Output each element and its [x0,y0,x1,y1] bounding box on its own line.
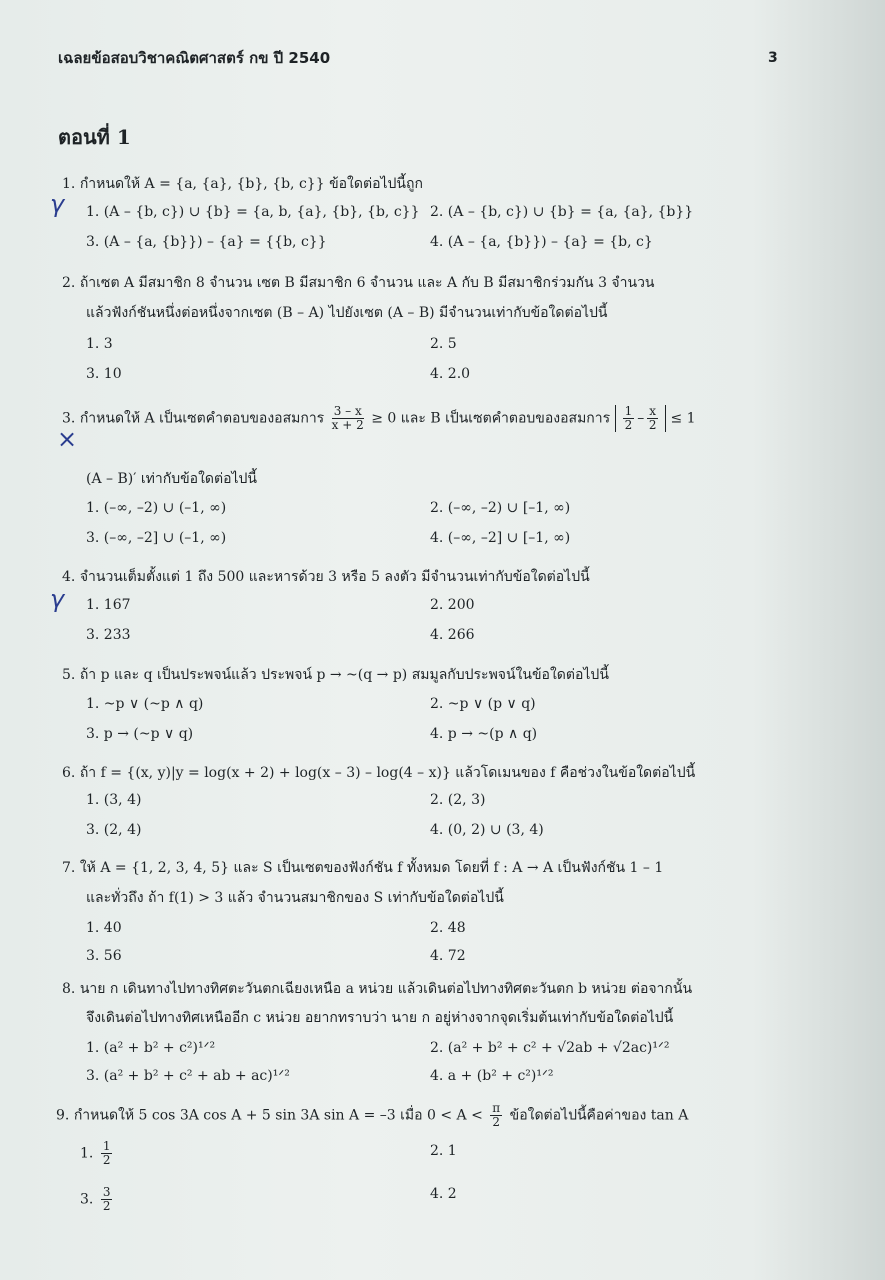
question-number: 7. [62,860,76,876]
q6-option-1: 1. (3, 4) [86,792,142,808]
question-8-cont: จึงเดินต่อไปทางทิศเหนืออีก c หน่วย อยากทราบว่า นาย ก อยู่ห่างจากจุดเริ่มต้นเท่ากับข้อใดต่อไปนี้ [86,1010,674,1026]
q5-option-3: 3. p → (~p ∨ q) [86,726,194,742]
question-1 [62,173,423,195]
q9-option-3: 3. $\frac{3}{2}$ [80,1185,111,1213]
q2-option-4: 4. 2.0 [430,366,471,382]
absolute-value: $\frac{1}{2}$ – $\frac{x}{2}$ [615,405,666,432]
question-number: 2. [62,275,76,291]
q7-option-3: 3. 56 [86,948,122,964]
q1-option-2: 2. (A – {b, c}) ∪ {b} = {a, {a}, {b}} [430,204,694,220]
question-text: ถ้าเซต A มีสมาชิก 8 จำนวน เซต B มีสมาชิก 6 จำนวน และ A กับ B มีสมาชิกร่วมกัน 3 จำนวน [79,275,655,291]
question-2 [62,272,655,294]
question-number: 6. [62,765,76,781]
question-text: กำหนดให้ 5 cos 3A cos A + 5 sin 3A sin A = –3 เมื่อ 0 < A < [73,1107,483,1124]
question-number: 9. [56,1107,70,1124]
question-9: 9. กำหนดให้ 5 cos 3A cos A + 5 sin 3A sin A = –3 เมื่อ 0 < A < $\frac{\pi}{2}$ ข้อใดต่อไปนี้คือค่าของ tan A [56,1101,689,1129]
question-text: กำหนดให้ A = {a, {a}, {b}, {b, c}} ข้อใดต่อไปนี้ถูก [79,176,423,192]
q3-option-3: 3. (–∞, –2] ∪ (–1, ∞) [86,530,227,546]
q3-option-1: 1. (–∞, –2) ∪ (–1, ∞) [86,500,227,516]
question-5 [62,664,609,686]
q6-option-2: 2. (2, 3) [430,792,486,808]
q5-option-2: 2. ~p ∨ (p ∨ q) [430,696,536,712]
q9-option-1: 1. $\frac{1}{2}$ [80,1139,111,1167]
question-text: ถ้า f = {(x, y)|y = log(x + 2) + log(x – 3) – log(4 – x)} แล้วโดเมนของ f คือช่วงในข้อใดต่อไปนี้ [79,765,696,781]
q2-option-1: 1. 3 [86,336,113,352]
fraction-pi-over-2: $\frac{\pi}{2}$ [492,1101,501,1129]
q6-option-3: 3. (2, 4) [86,822,142,838]
page-number: 3 [768,50,778,66]
q7-option-1: 1. 40 [86,920,122,936]
question-number: 1. [62,176,76,192]
question-3: 3. กำหนดให้ A เป็นเซตคำตอบของอสมการ $\frac{3 - x}{x + 2}$ ≥ 0 และ B เป็นเซตคำตอบของอสมการ $\frac{1}{2}$ – $\frac{x}{2}$ ≤ 1 [62,404,696,432]
fraction-3-minus-x: $\frac{3 - x}{x + 2}$ [331,404,364,432]
handwritten-mark-q3: × [57,425,78,453]
q2-option-2: 2. 5 [430,336,457,352]
q4-option-1: 1. 167 [86,597,131,613]
question-number: 5. [62,667,76,683]
handwritten-mark-q1: γ [50,190,65,218]
q7-option-4: 4. 72 [430,948,466,964]
question-7 [62,857,663,879]
q8-option-3: 3. (a² + b² + c² + ab + ac)¹ᐟ² [86,1068,290,1084]
q4-option-2: 2. 200 [430,597,475,613]
question-2-cont: แล้วฟังก์ชันหนึ่งต่อหนึ่งจากเซต (B – A) ไปยังเซต (A – B) มีจำนวนเท่ากับข้อใดต่อไปนี้ [86,305,608,321]
q1-option-3: 3. (A – {a, {b}}) – {a} = {{b, c}} [86,234,327,250]
question-text: กำหนดให้ A เป็นเซตคำตอบของอสมการ [79,410,325,427]
running-header: เฉลยข้อสอบวิชาคณิตศาสตร์ กข ปี 2540 [58,49,331,67]
q1-option-4: 4. (A – {a, {b}}) – {a} = {b, c} [430,234,653,250]
q7-option-2: 2. 48 [430,920,466,936]
q9-option-2: 2. 1 [430,1143,457,1159]
q8-option-4: 4. a + (b² + c²)¹ᐟ² [430,1068,554,1084]
question-number: 3. [62,410,76,427]
question-6 [62,762,695,784]
question-8 [62,978,692,1000]
q6-option-4: 4. (0, 2) ∪ (3, 4) [430,822,544,838]
q8-option-2: 2. (a² + b² + c² + √2ab + √2ac)¹ᐟ² [430,1040,670,1056]
q3-option-2: 2. (–∞, –2) ∪ [–1, ∞) [430,500,571,516]
handwritten-mark-q4: γ [50,585,65,613]
question-text: จำนวนเต็มตั้งแต่ 1 ถึง 500 และหารด้วย 3 หรือ 5 ลงตัว มีจำนวนเท่ากับข้อใดต่อไปนี้ [79,569,590,585]
q4-option-4: 4. 266 [430,627,475,643]
q3-option-4: 4. (–∞, –2] ∪ [–1, ∞) [430,530,571,546]
q4-option-3: 3. 233 [86,627,131,643]
question-3-cont: (A – B)′ เท่ากับข้อใดต่อไปนี้ [86,471,257,487]
question-number: 4. [62,569,76,585]
q1-option-1: 1. (A – {b, c}) ∪ {b} = {a, b, {a}, {b}, {b, c}} [86,204,420,220]
question-4 [62,566,590,588]
q8-option-1: 1. (a² + b² + c²)¹ᐟ² [86,1040,216,1056]
q5-option-4: 4. p → ~(p ∧ q) [430,726,538,742]
question-number: 8. [62,981,76,997]
q2-option-3: 3. 10 [86,366,122,382]
question-text: ให้ A = {1, 2, 3, 4, 5} และ S เป็นเซตของฟังก์ชัน f ทั้งหมด โดยที่ f : A → A เป็นฟังก์ชัน 1 – 1 [79,860,664,876]
q5-option-1: 1. ~p ∨ (~p ∧ q) [86,696,204,712]
question-text: นาย ก เดินทางไปทางทิศตะวันตกเฉียงเหนือ a หน่วย แล้วเดินต่อไปทางทิศตะวันตก b หน่วย ต่อจากนั้น [79,981,693,997]
q9-option-4: 4. 2 [430,1186,457,1202]
section-title: ตอนที่ 1 [58,125,131,149]
question-text: ถ้า p และ q เป็นประพจน์แล้ว ประพจน์ p → ~(q → p) สมมูลกับประพจน์ในข้อใดต่อไปนี้ [79,667,609,683]
question-7-cont: และทั่วถึง ถ้า f(1) > 3 แล้ว จำนวนสมาชิกของ S เท่ากับข้อใดต่อไปนี้ [86,890,504,906]
